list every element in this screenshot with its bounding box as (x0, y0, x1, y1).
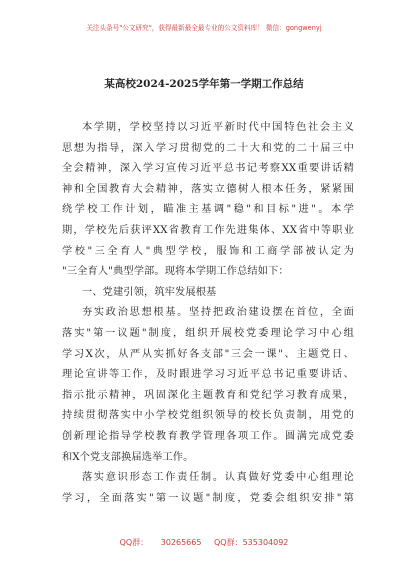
paragraph-line: 神和全国教育大会精神，落实立德树人根本任务，紧紧围 (62, 183, 354, 195)
document-title: 某高校2024-2025学年第一学期工作总结 (104, 78, 304, 90)
paragraph-line: 落实"第一议题"制度，组织开展校党委理论学习中心组 (62, 327, 354, 339)
paragraph-line: 创新理论指导学校教育教学管理各项工作。圆满完成党委 (62, 430, 354, 442)
paragraph-line: 指示批示精神，巩固深化主题教育和党纪学习教育成果， (62, 389, 354, 401)
section-heading: 一、党建引领，筑牢发展根基 (82, 286, 217, 298)
paragraph-line: 和X个党支部换届选举工作。 (62, 451, 194, 463)
paragraph-line: 理论宣讲等工作，及时跟进学习习近平总书记重要讲话、 (62, 369, 354, 381)
paragraph-line: 本学期，学校坚持以习近平新时代中国特色社会主义 (82, 122, 354, 133)
header-note: 关注头条号"公文研究"，获得最新最全最专业的公文资料库！ 微信：gongwenyj (86, 24, 322, 32)
paragraph-line: 学习X次，从严从实抓好各支部"三会一课"、主题党日、 (62, 348, 354, 360)
paragraph-line: 全会精神，深入学习宣传习近平总书记考察XX重要讲话精 (62, 163, 354, 175)
paragraph-line: 思想为指导，深入学习贯彻党的二十大和党的二十届三中 (62, 142, 354, 154)
paragraph-line: 绕学校工作计划，瞄准主基调"稳"和目标"进"。本学 (62, 204, 354, 216)
paragraph-line: 学习，全面落实"第一议题"制度，党委会组织安排"第 (62, 492, 354, 504)
paragraph-line: "三全育人"典型学部。现将本学期工作总结如下： (62, 266, 289, 278)
paragraph-line: 期，学校先后获评XX省教育工作先进集体、XX省中等职业 (62, 224, 354, 236)
footer-note: QQ群： 30265665 QQ群：535304092 (119, 538, 289, 547)
paragraph-line: 持续贯彻落实中小学校党组织领导的校长负责制，用党的 (62, 410, 354, 422)
paragraph-line: 学校"三全育人"典型学校，服饰和工商学部被认定为 (62, 245, 354, 257)
body-text (62, 118, 354, 509)
paragraph-line: 夯实政治思想根基。坚持把政治建设摆在首位，全面 (82, 307, 354, 319)
paragraph-line: 落实意识形态工作责任制。认真做好党委中心组理论 (82, 472, 354, 484)
